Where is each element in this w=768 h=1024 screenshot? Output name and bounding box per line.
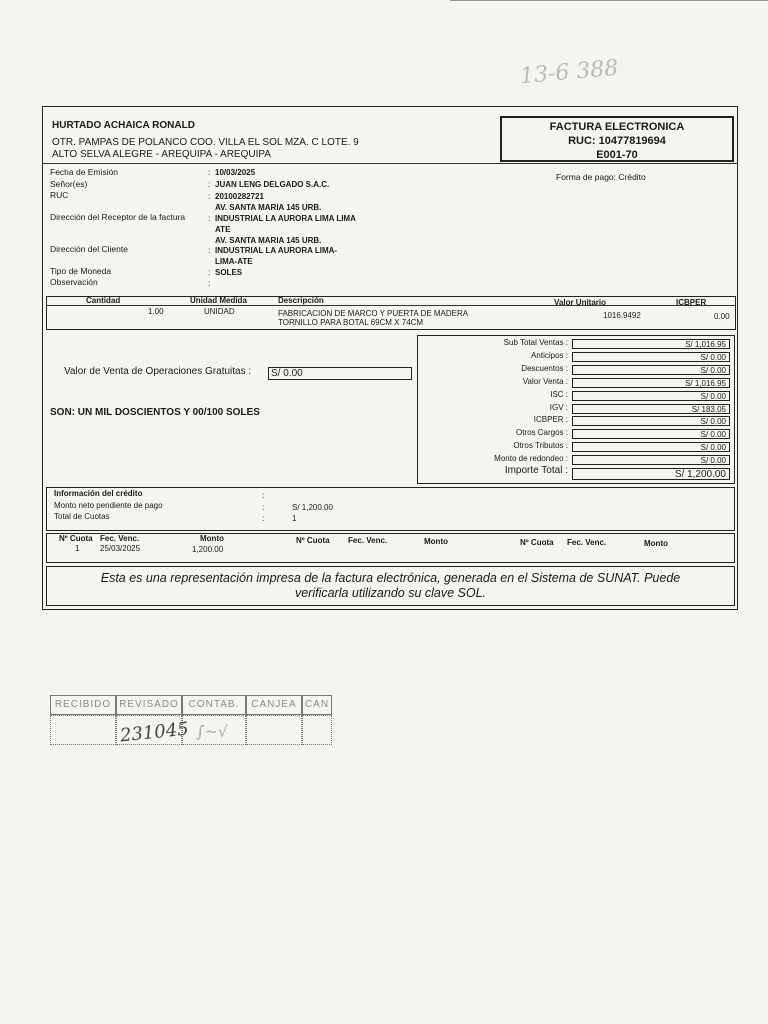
items-header-divider bbox=[46, 305, 736, 306]
total-label: Sub Total Ventas : bbox=[503, 338, 568, 347]
dir-cliente-line3: LIMA-ATE bbox=[215, 257, 253, 266]
cuota-n-header-2: Nº Cuota bbox=[296, 536, 330, 545]
gratuitas-label: Valor de Venta de Operaciones Gratuitas : bbox=[64, 366, 252, 377]
credit-monto-value: S/ 1,200.00 bbox=[292, 503, 333, 512]
cuota-monto-header: Monto bbox=[200, 534, 224, 543]
stamp-header-cell: REVISADO bbox=[116, 695, 182, 715]
moneda-label: Tipo de Moneda bbox=[50, 266, 112, 276]
col-icbper-header: ICBPER bbox=[676, 298, 707, 307]
col-unidad-header: Unidad Medida bbox=[190, 296, 247, 305]
credit-cuotas-value: 1 bbox=[292, 514, 297, 523]
credit-monto-label: Monto neto pendiente de pago bbox=[54, 501, 163, 510]
document-ruc: RUC: 10477819694 bbox=[568, 135, 666, 147]
cuota-monto-header-2: Monto bbox=[424, 537, 448, 546]
colon: : bbox=[208, 213, 211, 223]
gratuitas-value: S/ 0.00 bbox=[268, 367, 412, 380]
cuota-n: 1 bbox=[75, 544, 80, 553]
cuota-fecha: 25/03/2025 bbox=[100, 544, 141, 553]
total-value: S/ 0.00 bbox=[572, 429, 730, 439]
fecha-value: 10/03/2025 bbox=[215, 168, 256, 177]
cuota-monto-header-3: Monto bbox=[644, 539, 668, 548]
document-number: E001-70 bbox=[596, 149, 638, 161]
issuer-address-line2: ALTO SELVA ALEGRE - AREQUIPA - AREQUIPA bbox=[52, 149, 271, 160]
issuer-address-line1: OTR. PAMPAS DE POLANCO COO. VILLA EL SOL MZA. C LOTE. 9 bbox=[52, 137, 359, 148]
col-valor-unitario-header: Valor Unitario bbox=[554, 298, 607, 307]
cuota-monto: 1,200.00 bbox=[192, 545, 224, 554]
dir-cliente-line1: AV. SANTA MARIA 145 URB. bbox=[215, 236, 322, 245]
fecha-label: Fecha de Emisión bbox=[50, 167, 119, 177]
colon: : bbox=[208, 167, 211, 177]
total-value: S/ 0.00 bbox=[572, 391, 730, 401]
total-value: S/ 183.05 bbox=[572, 404, 730, 414]
colon: : bbox=[208, 191, 211, 201]
ruc-value: 20100282721 bbox=[215, 192, 264, 201]
total-label: IGV : bbox=[549, 403, 568, 412]
scan-edge-line bbox=[450, 0, 768, 1]
stamp-header-cell: RECIBIDO bbox=[50, 695, 116, 715]
stamp-header-cell: CAN bbox=[302, 695, 332, 715]
total-label: Otros Tributos : bbox=[513, 441, 568, 450]
stamp-header-cell: CONTAB. bbox=[182, 695, 246, 715]
col-descripcion-header: Descripción bbox=[278, 296, 324, 305]
dir-receptor-line3: ATE bbox=[215, 225, 231, 234]
item-descripcion-line2: TORNILLO PARA BOTAL 69CM X 74CM bbox=[278, 318, 424, 327]
total-label: Otros Cargos : bbox=[515, 428, 568, 437]
cuota-fecha-header: Fec. Venc. bbox=[100, 534, 140, 543]
total-label: ISC : bbox=[550, 390, 568, 399]
issuer-name: HURTADO ACHAICA RONALD bbox=[52, 120, 195, 131]
stamp-value-cell bbox=[246, 715, 302, 745]
item-unidad: UNIDAD bbox=[204, 307, 235, 316]
total-value: S/ 1,016.95 bbox=[572, 378, 730, 388]
total-label: Anticipos : bbox=[531, 351, 568, 360]
dir-receptor-line1: AV. SANTA MARIA 145 URB. bbox=[215, 203, 322, 212]
stamp-value-cell bbox=[302, 715, 332, 745]
header-divider bbox=[42, 163, 738, 164]
footer-note-line1: Esta es una representación impresa de la factura electrónica, generada en el Sistema de SUNAT. Puede bbox=[100, 571, 681, 585]
senor-label: Señor(es) bbox=[50, 179, 88, 189]
total-label: Descuentos : bbox=[521, 364, 568, 373]
stamp-header-cell: CANJEA bbox=[246, 695, 302, 715]
total-value: S/ 0.00 bbox=[572, 352, 730, 362]
ruc-label: RUC bbox=[50, 190, 69, 200]
stamp-handwritten-value: 231045 bbox=[119, 718, 190, 747]
dir-receptor-label: Dirección del Receptor de la factura bbox=[50, 212, 186, 222]
cuota-fecha-header-2: Fec. Venc. bbox=[348, 536, 388, 545]
total-value: S/ 0.00 bbox=[572, 455, 730, 465]
total-value: S/ 1,200.00 bbox=[572, 468, 730, 480]
col-cantidad-header: Cantidad bbox=[86, 296, 121, 305]
document-type: FACTURA ELECTRONICA bbox=[549, 121, 685, 133]
son-amount-words: SON: UN MIL DOSCIENTOS Y 00/100 SOLES bbox=[50, 407, 260, 418]
colon: : bbox=[262, 502, 265, 512]
payment-form: Forma de pago: Crédito bbox=[556, 172, 646, 182]
total-label: ICBPER : bbox=[533, 415, 568, 424]
dir-receptor-line2: INDUSTRIAL LA AURORA LIMA LIMA bbox=[215, 214, 356, 223]
total-label: Monto de redondeo : bbox=[494, 454, 568, 463]
dir-cliente-line2: INDUSTRIAL LA AURORA LIMA- bbox=[215, 246, 338, 255]
stamp-value-cell bbox=[50, 715, 116, 745]
footer-note-line2: verificarla utilizando su clave SOL. bbox=[294, 586, 487, 600]
credit-cuotas-label: Total de Cuotas bbox=[54, 512, 110, 521]
colon: : bbox=[208, 278, 211, 288]
stamp-handwritten-initials: ∫~√ bbox=[196, 722, 228, 741]
item-cantidad: 1.00 bbox=[148, 307, 164, 316]
cuota-n-header-3: Nº Cuota bbox=[520, 538, 554, 547]
moneda-value: SOLES bbox=[215, 268, 243, 277]
cuota-n-header: Nº Cuota bbox=[59, 534, 93, 543]
total-value: S/ 0.00 bbox=[572, 442, 730, 452]
total-value: S/ 0.00 bbox=[572, 416, 730, 426]
colon: : bbox=[262, 490, 265, 500]
dir-cliente-label: Dirección del Cliente bbox=[50, 244, 128, 254]
colon: : bbox=[208, 179, 211, 189]
total-value: S/ 1,016.95 bbox=[572, 339, 730, 349]
credit-title: Información del crédito bbox=[54, 489, 143, 498]
senor-value: JUAN LENG DELGADO S.A.C. bbox=[215, 180, 330, 189]
document-id-box bbox=[500, 116, 734, 162]
item-descripcion-line1: FABRICACION DE MARCO Y PUERTA DE MADERA bbox=[278, 309, 469, 318]
colon: : bbox=[208, 267, 211, 277]
colon: : bbox=[208, 245, 211, 255]
total-value: S/ 0.00 bbox=[572, 365, 730, 375]
top-handwritten-note: 13-6 388 bbox=[519, 55, 620, 90]
colon: : bbox=[262, 513, 265, 523]
item-icbper: 0.00 bbox=[714, 312, 730, 321]
observacion-label: Observación bbox=[50, 277, 98, 287]
cuotas-table bbox=[46, 533, 735, 563]
total-label: Importe Total : bbox=[504, 465, 568, 476]
cuota-fecha-header-3: Fec. Venc. bbox=[567, 538, 607, 547]
total-label: Valor Venta : bbox=[522, 377, 568, 386]
item-valor-unitario: 1016.9492 bbox=[603, 311, 641, 320]
